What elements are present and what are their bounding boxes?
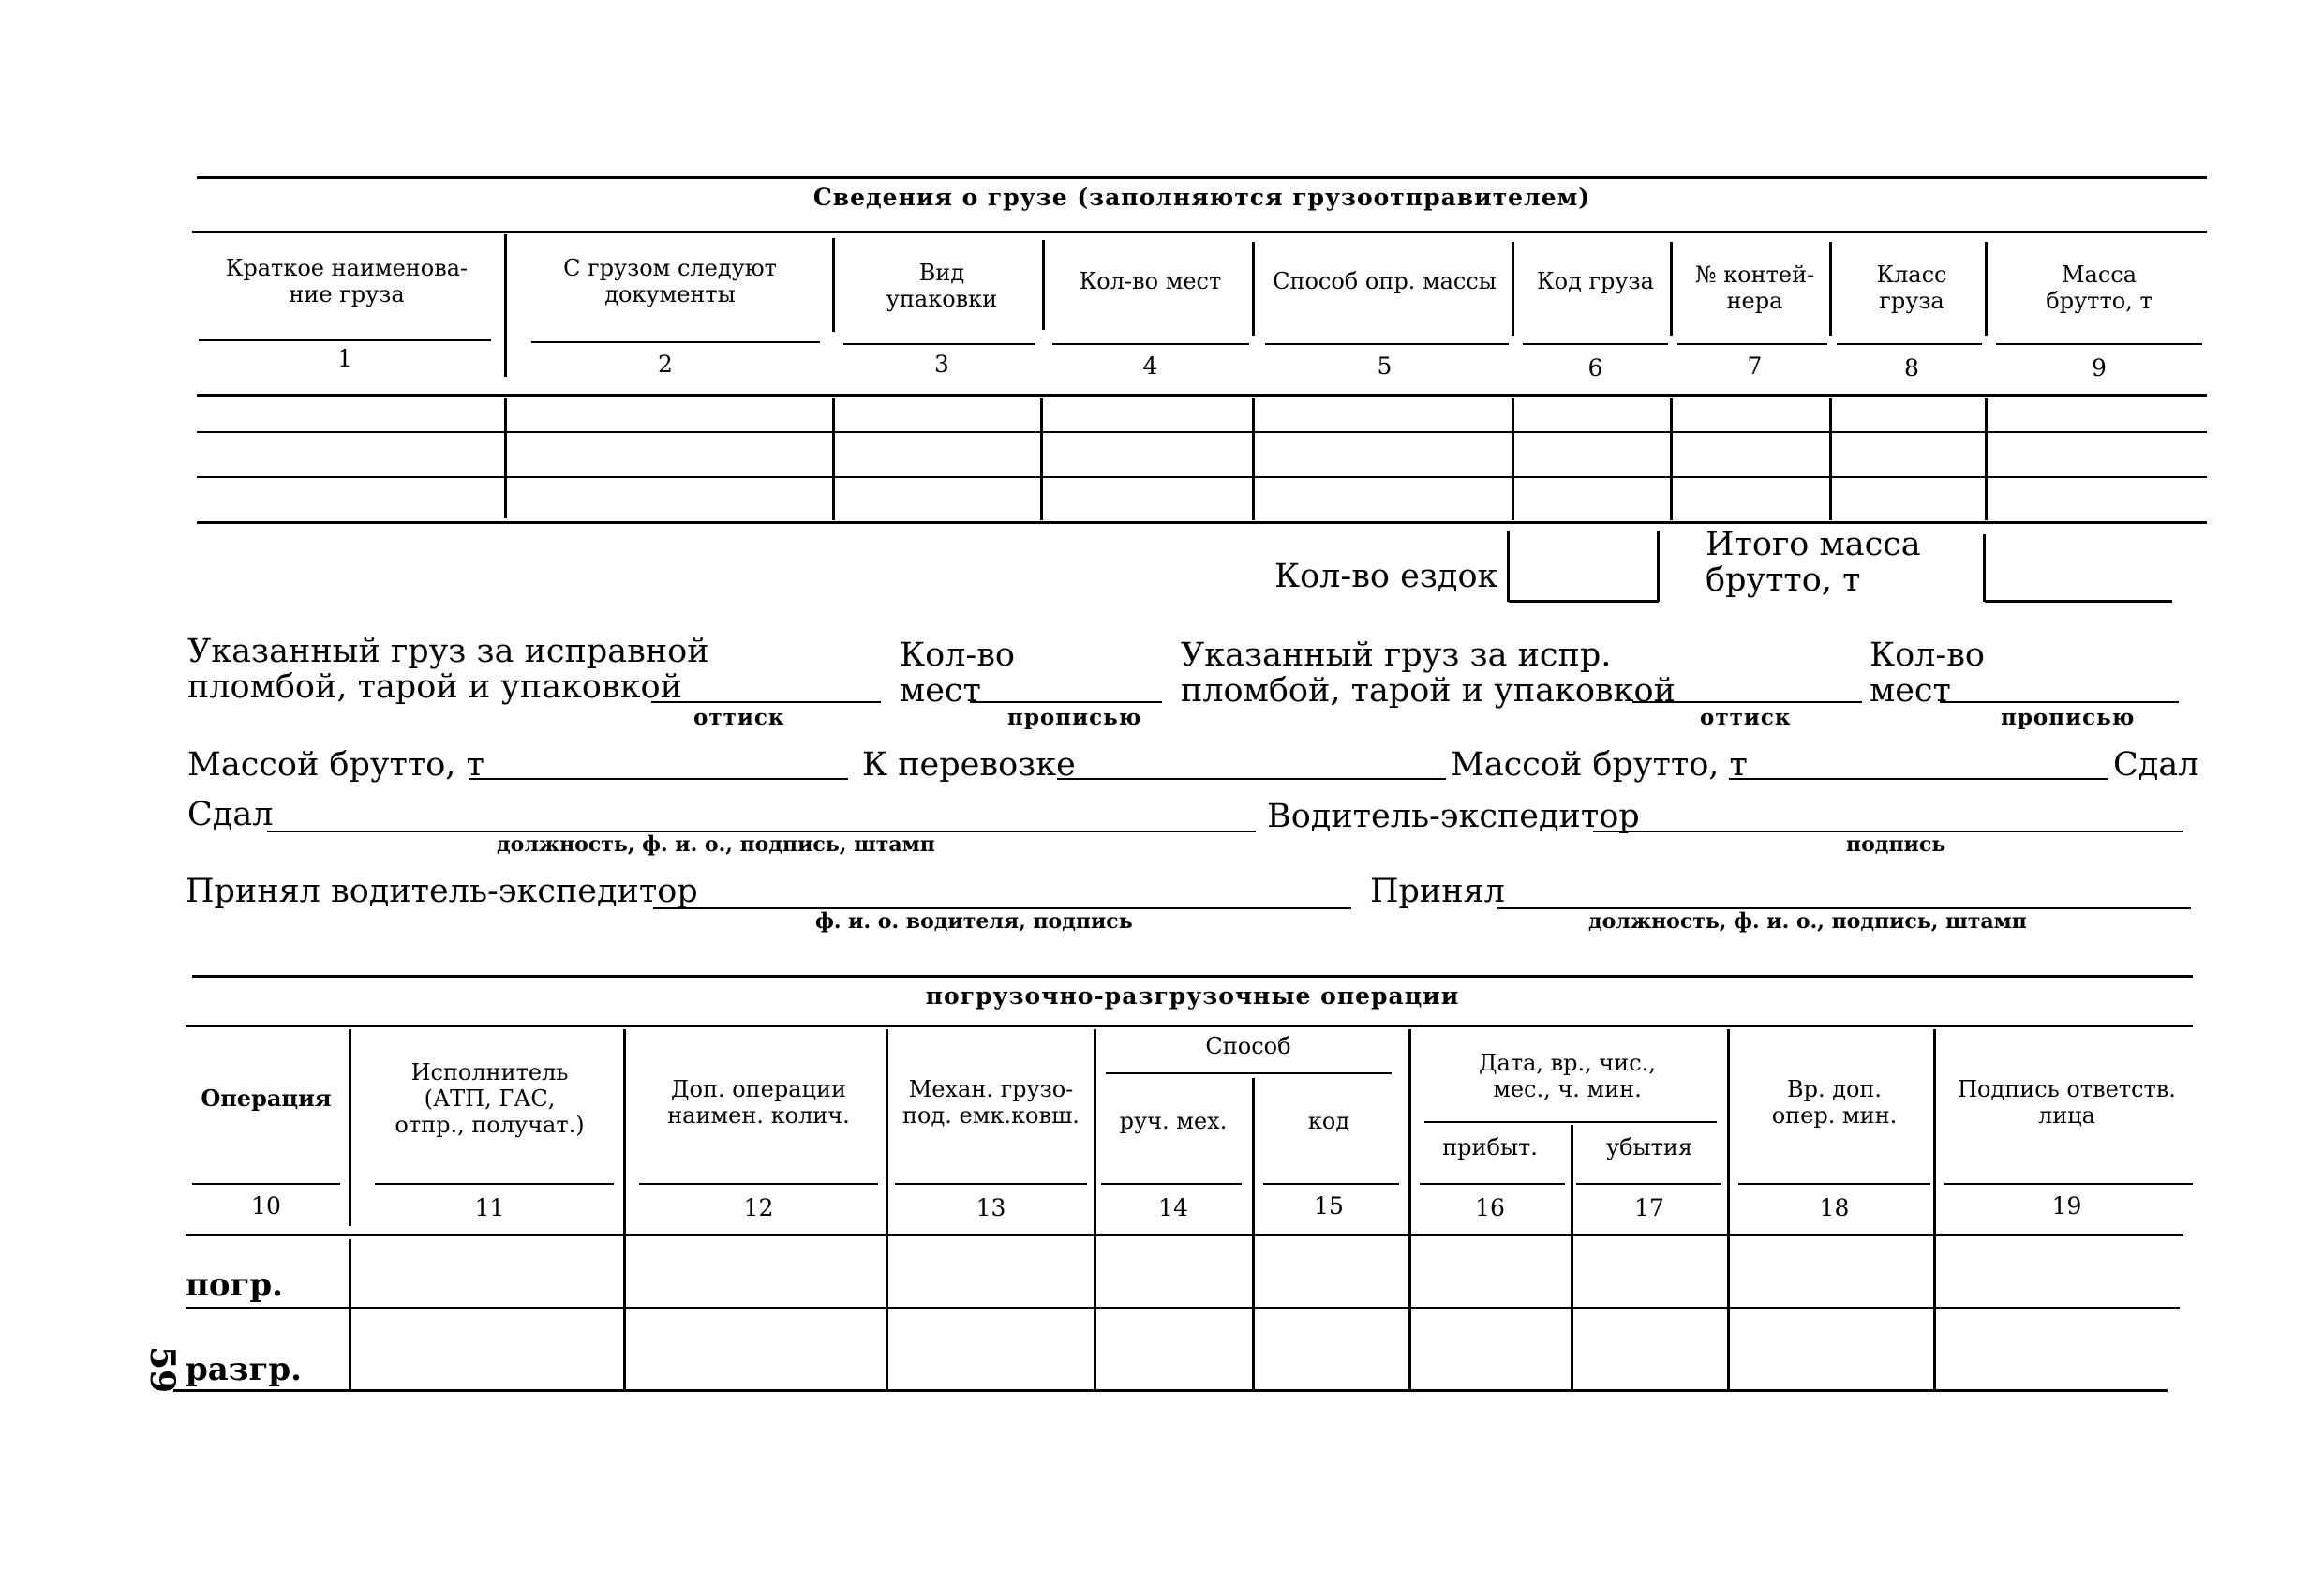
ops-col-16-number: 16 xyxy=(1475,1194,1505,1221)
accepted-label: Принял xyxy=(1370,873,1505,910)
trips-field[interactable] xyxy=(1509,600,1659,603)
accepted-caption: должность, ф. и. о., подпись, штамп xyxy=(1588,909,2027,934)
row-loading[interactable] xyxy=(186,1307,2180,1309)
gross-mass-right-label: Массой брутто, т xyxy=(1451,746,1748,784)
left-qty-label: Кол-во мест xyxy=(900,636,1015,710)
cargo-col-3-header: Вид упаковки xyxy=(886,260,998,312)
cargo-col-8-number: 8 xyxy=(1904,354,1919,382)
cargo-title: Сведения о грузе (заполняются грузоотправителем) xyxy=(812,184,1591,211)
ops-col-19-number: 19 xyxy=(2051,1192,2082,1220)
handed-caption: должность, ф. и. о., подпись, штамп xyxy=(497,832,935,857)
total-mass-label: Итого масса брутто, т xyxy=(1706,526,1921,599)
total-mass-field[interactable] xyxy=(1985,600,2172,603)
handed-right-label: Сдал xyxy=(2113,746,2199,784)
ops-col-15-header: код xyxy=(1307,1108,1350,1134)
ops-col-17-header: убытия xyxy=(1605,1134,1693,1160)
datetime-group-header: Дата, вр., чис., мес., ч. мин. xyxy=(1479,1050,1656,1102)
cargo-col-2-number: 2 xyxy=(658,351,673,378)
right-qty-field[interactable] xyxy=(1940,701,2179,703)
ops-col-16-header: прибыт. xyxy=(1442,1134,1538,1160)
gross-mass-left-label: Массой брутто, т xyxy=(187,746,484,784)
cargo-col-4-number: 4 xyxy=(1142,352,1158,380)
ops-col-19-header: Подпись ответств. лица xyxy=(1958,1076,2176,1129)
cargo-col-7-number: 7 xyxy=(1747,352,1763,380)
left-qty-field[interactable] xyxy=(970,701,1162,703)
operations-title: погрузочно-разгрузочные операции xyxy=(925,982,1460,1010)
cargo-col-7-header: № контей- нера xyxy=(1694,262,1815,314)
accepted-driver-label: Принял водитель-экспедитор xyxy=(186,873,698,910)
gross-mass-left-field[interactable] xyxy=(469,778,848,780)
cargo-row-1[interactable] xyxy=(197,431,2207,433)
ops-col-18-header: Вр. доп. опер. мин. xyxy=(1771,1076,1898,1129)
ops-col-18-number: 18 xyxy=(1819,1194,1850,1221)
left-seal-caption: оттиск xyxy=(693,705,785,730)
driver-forwarder-label: Водитель-экспедитор xyxy=(1267,798,1640,835)
right-words-caption: прописью xyxy=(2001,705,2136,730)
method-group-header: Способ xyxy=(1205,1033,1291,1059)
ops-col-11-number: 11 xyxy=(474,1194,505,1221)
cargo-col-3-number: 3 xyxy=(934,351,949,378)
left-cargo-text: Указанный груз за исправной пломбой, тарой и упаковкой xyxy=(187,633,709,706)
cargo-col-1-number: 1 xyxy=(337,345,352,372)
ops-col-10-number: 10 xyxy=(251,1192,281,1220)
ops-col-11-header: Исполнитель (АТП, ГАС, отпр., получат.) xyxy=(395,1059,585,1138)
cargo-col-2-header: С грузом следуют документы xyxy=(563,255,777,307)
left-words-caption: прописью xyxy=(1007,705,1142,730)
ops-col-14-number: 14 xyxy=(1158,1194,1188,1221)
driver-signature-caption: подпись xyxy=(1846,832,1946,857)
cargo-col-4-header: Кол-во мест xyxy=(1079,268,1222,294)
left-seal-field[interactable] xyxy=(651,701,881,703)
trips-label: Кол-во ездок xyxy=(1274,558,1498,595)
cargo-col-8-header: Класс груза xyxy=(1876,262,1947,314)
row-unloading-label: разгр. xyxy=(186,1351,302,1388)
ops-col-14-header: руч. мех. xyxy=(1119,1108,1228,1134)
cargo-col-6-header: Код груза xyxy=(1537,268,1654,294)
cargo-col-9-header: Масса брутто, т xyxy=(2046,262,2153,314)
page-number: 59 xyxy=(142,1345,183,1394)
cargo-col-1-header: Краткое наименова- ние груза xyxy=(225,255,469,307)
cargo-col-5-number: 5 xyxy=(1377,352,1393,380)
ops-col-13-number: 13 xyxy=(976,1194,1006,1221)
ops-col-12-header: Доп. операции наимен. колич. xyxy=(667,1076,850,1129)
ops-col-10-header: Операция xyxy=(201,1085,332,1112)
for-transport-label: К перевозке xyxy=(862,746,1076,784)
ops-col-15-number: 15 xyxy=(1314,1192,1344,1220)
cargo-col-5-header: Способ опр. массы xyxy=(1273,268,1497,294)
handed-left-label: Сдал xyxy=(187,796,274,833)
cargo-col-6-number: 6 xyxy=(1587,354,1603,382)
gross-mass-right-field[interactable] xyxy=(1729,778,2108,780)
right-seal-field[interactable] xyxy=(1632,701,1862,703)
ops-col-17-number: 17 xyxy=(1634,1194,1664,1221)
right-cargo-text: Указанный груз за испр. пломбой, тарой и упаковкой xyxy=(1181,636,1676,710)
accepted-driver-caption: ф. и. о. водителя, подпись xyxy=(815,909,1133,934)
ops-col-12-number: 12 xyxy=(743,1194,774,1221)
row-loading-label: погр. xyxy=(186,1266,284,1304)
cargo-col-9-number: 9 xyxy=(2092,354,2107,382)
cargo-row-2[interactable] xyxy=(197,476,2207,478)
right-seal-caption: оттиск xyxy=(1700,705,1792,730)
ops-col-13-header: Механ. грузо- под. емк.ковш. xyxy=(902,1076,1080,1129)
for-transport-field[interactable] xyxy=(1057,778,1446,780)
right-qty-label: Кол-во мест xyxy=(1870,636,1985,710)
